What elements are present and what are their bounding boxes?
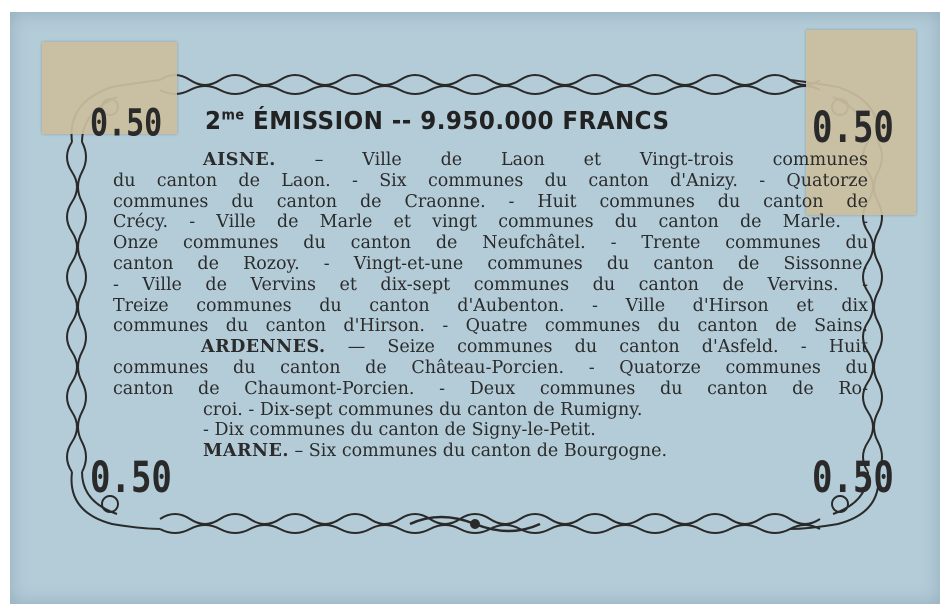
denomination-top-left: 0.50 (90, 101, 163, 146)
denomination-bottom-right: 0.50 (812, 453, 894, 503)
text-line: communes du canton d'Hirson. - Quatre communes du canton de Sains. (113, 316, 868, 337)
text-line: ARDENNES. — Seize communes du canton d'Asfeld. - Huit (201, 337, 868, 358)
denomination-bottom-left: 0.50 (90, 453, 172, 503)
text-line: Treize communes du canton d'Aubenton. - Ville d'Hirson et dix (113, 295, 868, 316)
text-line: Crécy. - Ville de Marle et vingt communes du canton de Marle. - (113, 212, 868, 233)
text-line: du canton de Laon. - Six communes du canton d'Anizy. - Quatorze (113, 170, 868, 191)
text-line: communes du canton de Château-Porcien. - Quatorze communes du (113, 357, 868, 378)
text-line: MARNE. – Six communes du canton de Bourgogne. (203, 441, 668, 462)
emission-title: $2^{me}$ ÉMISSION -- 9.950.000 FRANCS (205, 106, 670, 135)
text-line: - Ville de Vervins et dix-sept communes du canton de Vervins. - (113, 274, 868, 295)
denomination-top-right: 0.50 (812, 103, 894, 153)
text-line: AISNE. – Ville de Laon et Vingt-trois communes (203, 150, 868, 170)
text-line: canton de Chaumont-Porcien. - Deux communes du canton de Ro- (113, 378, 868, 399)
text-line: canton de Rozoy. - Vingt-et-une communes du canton de Sissonne. (113, 253, 868, 274)
text-line: communes du canton de Craonne. - Huit communes du canton de (113, 191, 868, 212)
text-line: Onze communes du canton de Neufchâtel. - Trente communes du (113, 233, 868, 254)
text-line: croi. - Dix-sept communes du canton de Rumigny. (203, 399, 643, 420)
communes-text (113, 150, 868, 462)
text-line: - Dix communes du canton de Signy-le-Petit. (203, 420, 596, 441)
